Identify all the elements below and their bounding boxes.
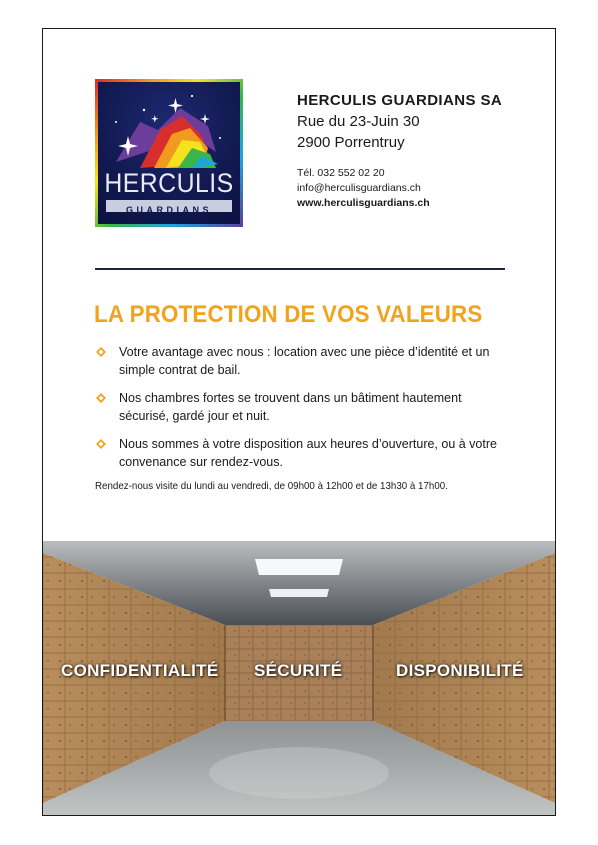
city-address: 2900 Porrentruy	[297, 134, 405, 151]
list-item-text: Votre avantage avec nous : location avec une pièce d’identité et un simple contrat de bail.	[119, 345, 490, 377]
website-link[interactable]: www.herculisguardians.ch	[297, 197, 430, 209]
label-security: SÉCURITÉ	[254, 661, 343, 680]
list-item-text: Nos chambres fortes se trouvent dans un bâtiment hautement sécurisé, gardé jour et nuit.	[119, 391, 462, 423]
list-item	[95, 343, 510, 379]
diamond-bullet-icon	[96, 393, 106, 403]
section-divider	[95, 268, 505, 270]
logo-title: HERCULIS	[104, 168, 234, 198]
contact-info	[297, 166, 502, 211]
label-confidentiality: CONFIDENTIALITÉ	[61, 661, 219, 680]
flyer-page	[42, 28, 556, 816]
diamond-bullet-icon	[96, 439, 106, 449]
list-item	[95, 389, 510, 425]
logo-subtitle-bar	[106, 200, 232, 215]
street-address: Rue du 23-Juin 30	[297, 113, 420, 130]
phone-number: Tél. 032 552 02 20	[297, 167, 385, 179]
logo-subtitle: GUARDIANS	[125, 205, 212, 215]
vault-photo	[43, 541, 555, 816]
list-item	[95, 435, 510, 471]
email-link[interactable]: info@herculisguardians.ch	[297, 182, 421, 194]
list-item-text: Nous sommes à votre disposition aux heures d’ouverture, ou à votre convenance sur rendez-vous.	[119, 437, 497, 469]
diamond-bullet-icon	[96, 347, 106, 357]
headline: LA PROTECTION DE VOS VALEURS	[94, 301, 483, 328]
label-availability: DISPONIBILITÉ	[396, 661, 524, 680]
company-name: HERCULIS GUARDIANS SA	[297, 92, 503, 109]
address-block	[297, 90, 502, 211]
visit-hours: Rendez-nous visite du lundi au vendredi, de 09h00 à 12h00 et de 13h30 à 17h00.	[95, 480, 448, 492]
herculis-logo	[95, 79, 243, 227]
benefits-list	[95, 343, 510, 481]
